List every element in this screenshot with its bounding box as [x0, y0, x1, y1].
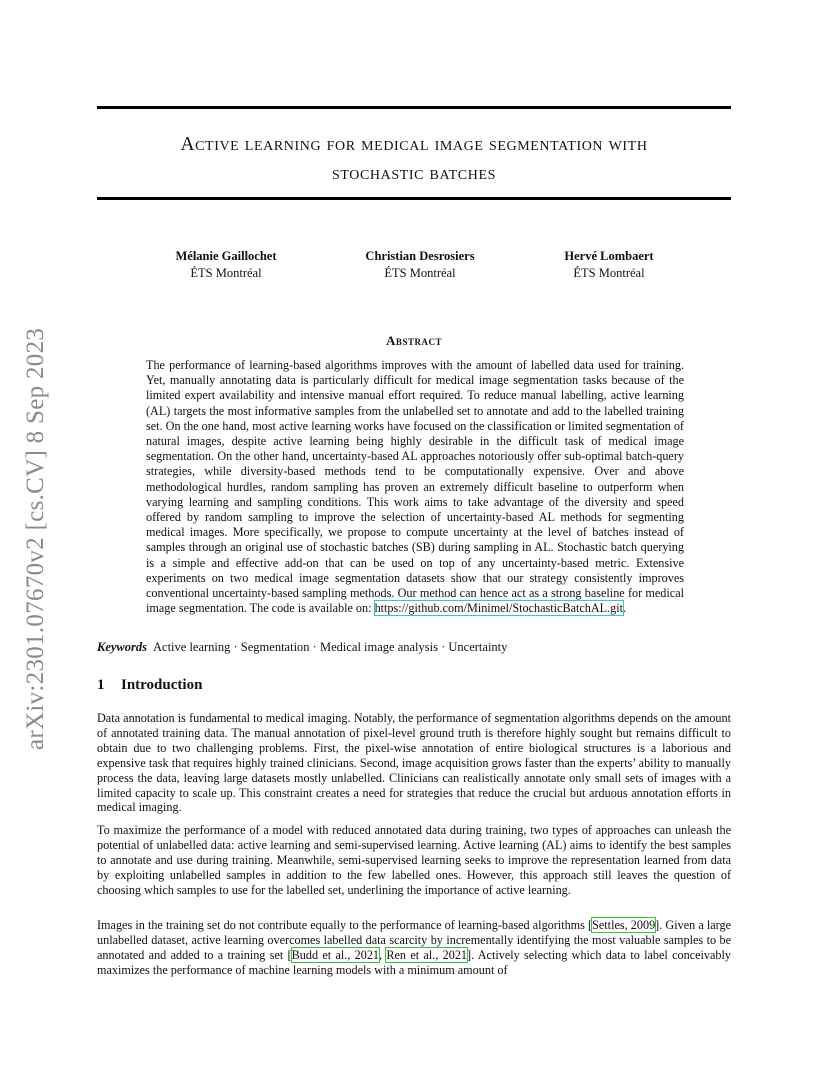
paper-title: [97, 130, 731, 188]
citation-ren[interactable]: Ren et al., 2021: [386, 947, 468, 962]
author-name: Mélanie Gaillochet: [175, 249, 277, 263]
keywords-text: Active learning · Segmentation · Medical image analysis · Uncertainty: [153, 640, 508, 654]
title-rule-top: [97, 106, 731, 109]
section-heading: [97, 677, 202, 694]
author-affiliation: ÉTS Montréal: [573, 266, 645, 280]
author-1: [126, 248, 326, 282]
abstract-text: The performance of learning-based algorithms improves with the amount of labelled data used for training. Yet, manually annotating data is particularly difficult for medical image segmentation tasks because of the limited expert availability and intensive manual effort required. To reduce manual labelling, active learning (AL) targets the most informative samples from the unlabelled set to annotate and add to the labelled training set. On the one hand, most active learning works have focused on the classification or limited segmentation of natural images, despite active learning being highly desirable in the difficult task of medical image segmentation. On the other hand, uncertainty-based AL approaches notoriously offer sub-optimal batch-query strategies, while diversity-based methods tend to be computationally expensive. Over and above methodological hurdles, random sampling has proven an extremely difficult baseline to outperform when varying learning and sampling conditions. This work aims to take advantage of the diversity and speed offered by random sampling to improve the selection of uncertainty-based AL methods for segmenting medical images. More specifically, we propose to compute uncertainty at the level of batches instead of samples through an original use of stochastic batches (SB) during sampling in AL. Stochastic batch querying is a simple and effective add-on that can be used on top of any uncertainty-based metric. Extensive experiments on two medical image segmentation datasets show that our strategy consistently improves conventional uncertainty-based sampling methods. Our method can hence act as a strong baseline for medical image segmentation. The code is available on:: [146, 358, 684, 616]
author-affiliation: ÉTS Montréal: [190, 266, 262, 280]
title-line-1: Active learning for medical image segmentation with: [180, 134, 648, 155]
arxiv-stamp: arXiv:2301.07670v2 [cs.CV] 8 Sep 2023: [22, 327, 49, 750]
abstract-body: [146, 358, 684, 616]
section-number: 1: [97, 677, 105, 693]
author-name: Hervé Lombaert: [564, 249, 654, 263]
author-affiliation: ÉTS Montréal: [384, 266, 456, 280]
abstract-heading: Abstract: [386, 333, 442, 348]
keywords-label: Keywords: [97, 640, 147, 654]
code-link[interactable]: https://github.com/Minimel/StochasticBatchAL.git: [374, 601, 624, 616]
author-name: Christian Desrosiers: [365, 249, 475, 263]
intro-paragraph-2: To maximize the performance of a model with reduced annotated data during training, two types of approaches can unleash the potential of unlabelled data: active learning and semi-supervised learning. Active learning (AL) aims to identify the best samples to annotate and use during training. Meanwhile, semi-supervised learning seeks to improve the representation learned from data by exploiting unlabelled samples in addition to the few labelled ones. However, this approach still leaves the question of choosing which samples to use for the labelled set, underlining the importance of active learning.: [97, 823, 731, 897]
para3-text-c: ,: [379, 947, 387, 962]
para3-text-a: Images in the training set do not contribute equally to the performance of learning-based algorithms [: [97, 918, 593, 932]
keywords: [97, 640, 737, 655]
citation-settles[interactable]: Settles, 2009: [592, 918, 656, 932]
title-rule-bottom: [97, 197, 731, 200]
section-title: Introduction: [121, 677, 203, 693]
author-2: [320, 248, 520, 282]
citation-budd[interactable]: Budd et al., 2021: [291, 947, 380, 962]
author-3: [509, 248, 709, 282]
para3-text-b: ]. Given a large unlabelled dataset, active learning overcomes labelled data scarcity by incrementally identifying the most valuable samples to be annotated and added to a training set [: [97, 918, 732, 962]
intro-paragraph-3: [97, 918, 731, 978]
para3-text-d: ]. Actively selecting which data to label conceivably maximizes the performance of machine learning models with a minimum amount of: [97, 947, 732, 977]
title-line-2: stochastic batches: [331, 163, 496, 184]
abstract-end: .: [623, 601, 627, 616]
intro-paragraph-1: Data annotation is fundamental to medical imaging. Notably, the performance of segmentation algorithms depends on the amount of annotated training data. The manual annotation of pixel-level ground truth is therefore highly sought but remains difficult to obtain due to two challenging problems. First, the pixel-wise annotation of entire biological structures is a laborious and expensive task that requires highly trained clinicians. Second, image acquisition grows faster than the experts’ ability to manually process the data, leaving large datasets mostly unlabelled. Clinicians can realistically annotate only small sets of images with a limited capacity to scale up. This constraint creates a need for strategies that reduce the crucial but arduous annotation efforts in medical imaging.: [97, 711, 731, 815]
